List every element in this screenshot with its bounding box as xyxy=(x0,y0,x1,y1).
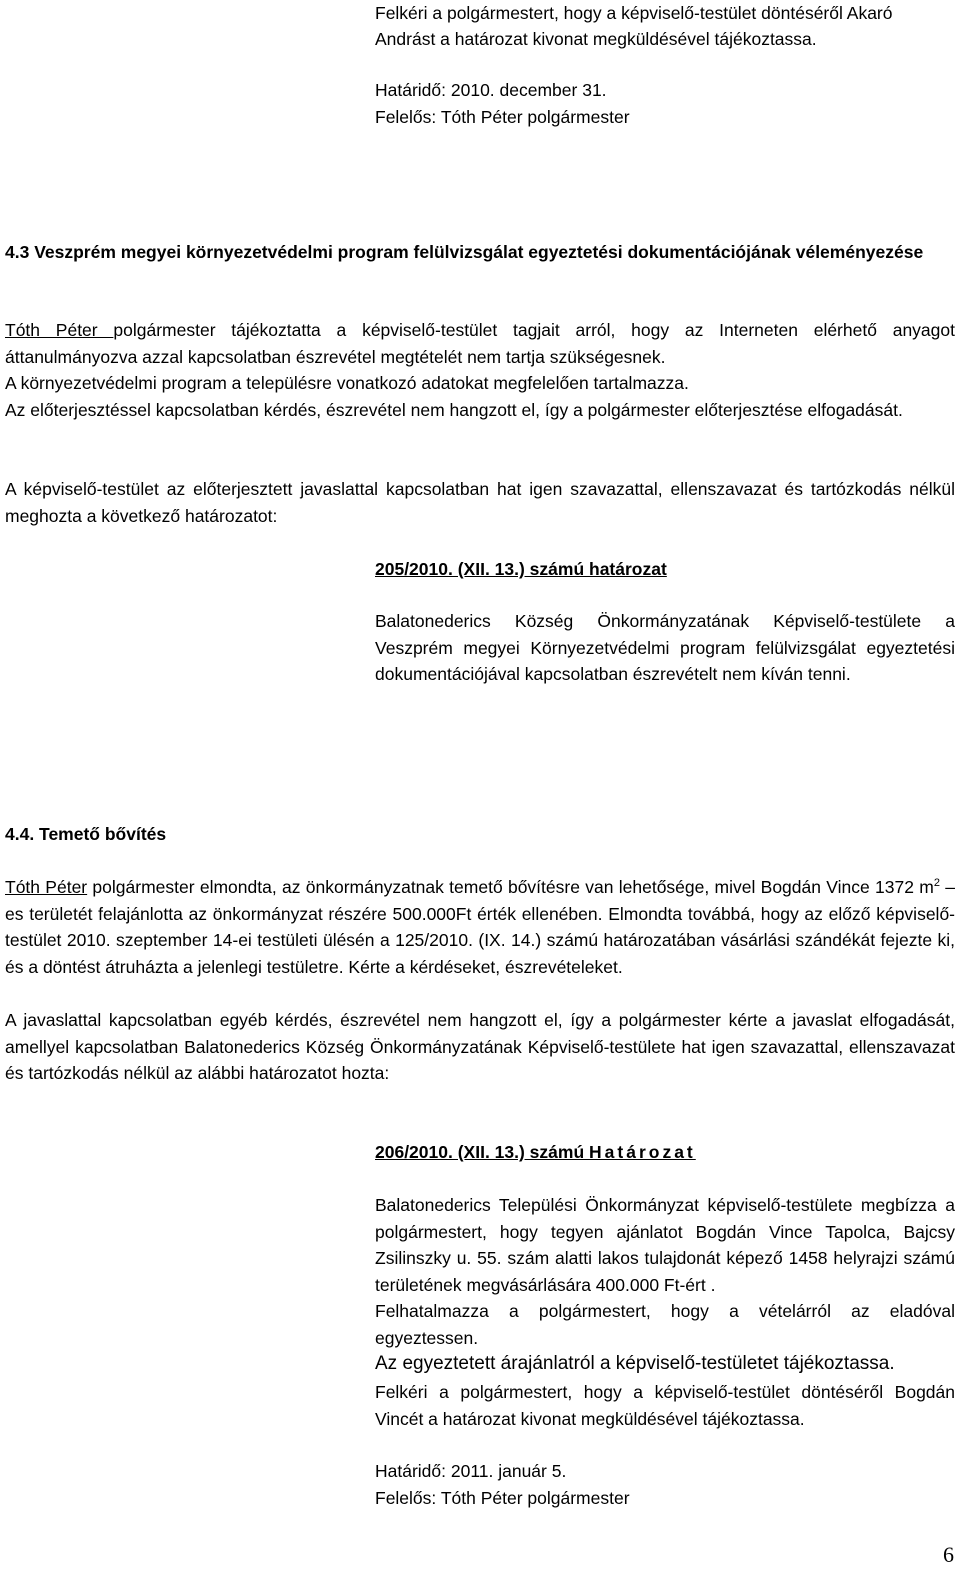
resolution-206-number: 206/2010. (XII. 13.) számú xyxy=(375,1142,590,1162)
top-responsible: Felelős: Tóth Péter polgármester xyxy=(375,107,630,127)
resolution-206-text-1: Balatonederics Települési Önkormányzat képviselő-testülete megbízza a polgármestert, hogy tegyen ajánlatot Bogdán Vince Tapolca, Bajcsy Zsilinszky u. 55. szám alatti lakos tulajdonát képező 1458 helyrajzi számú területének megvásárlására 400.000 Ft-ért . xyxy=(375,1195,955,1295)
resolution-206-text-2: Felhatalmazza a polgármestert, hogy a vételárról az eladóval egyeztessen. xyxy=(375,1301,955,1348)
section-4-4-heading: 4.4. Temető bővítés xyxy=(5,824,167,844)
mayor-name: Tóth Péter xyxy=(5,320,114,340)
section-4-3-paragraph-3: Az előterjesztéssel kapcsolatban kérdés, észrevétel nem hangzott el, így a polgármester előterjesztése elfogadását. xyxy=(5,400,903,420)
section-4-4-responsible: Felelős: Tóth Péter polgármester xyxy=(375,1488,630,1508)
section-4-4-deadline: Határidő: 2011. január 5. xyxy=(375,1461,567,1481)
paragraph-text: –es területét felajánlotta az önkormányzat részére 500.000Ft érték ellenében. Elmondta továbbá, hogy az előző képviselő-testület 2010. szeptember 14-ei testületi ülésén a 125/2010. (IX. 14.) számú határozatában vásárlási szándékát fejezte ki, és a döntést átruházta a jelenlegi testületre. Kérte a kérdéseket, észrevételeket. xyxy=(5,877,955,977)
superscript-2: 2 xyxy=(933,877,940,890)
paragraph-text: polgármester elmondta, az önkormányzatnak temető bővítésre van lehetősége, mivel Bogdán Vince 1372 m xyxy=(87,877,934,897)
page-number: 6 xyxy=(943,1542,954,1567)
section-4-4-paragraph-2: A javaslattal kapcsolatban egyéb kérdés, észrevétel nem hangzott el, így a polgármester kérte a javaslat elfogadását, amellyel kapcsolatban Balatonederics Község Önkormányzatának Képviselő-testülete hat igen szavazattal, ellenszavazat és tartózkodás nélkül az alábbi határozatot hozta: xyxy=(5,1010,955,1083)
mayor-name: Tóth Péter xyxy=(5,877,88,897)
resolution-206-title xyxy=(375,1139,696,1166)
section-4-3-paragraph-1 xyxy=(5,317,955,370)
section-4-3-heading: 4.3 Veszprém megyei környezetvédelmi program felülvizsgálat egyeztetési dokumentációjának véleményezése xyxy=(5,242,924,262)
resolution-206-text-4: Felkéri a polgármestert, hogy a képviselő-testület döntéséről Bogdán Vincét a határozat kivonat megküldésével tájékoztassa. xyxy=(375,1382,955,1429)
top-line-2: Andrást a határozat kivonat megküldésével tájékoztassa. xyxy=(375,29,817,49)
top-deadline: Határidő: 2010. december 31. xyxy=(375,80,607,100)
resolution-205-title: 205/2010. (XII. 13.) számú határozat xyxy=(375,559,667,579)
section-4-4-paragraph-1 xyxy=(5,874,955,980)
top-line-1: Felkéri a polgármestert, hogy a képviselő-testület döntéséről Akaró xyxy=(375,3,893,23)
resolution-205-text: Balatonederics Község Önkormányzatának Képviselő-testülete a Veszprém megyei Környezetvédelmi program felülvizsgálat egyeztetési dokumentációjával kapcsolatban észrevételt nem kíván tenni. xyxy=(375,611,955,684)
resolution-206-text-3: Az egyeztetett árajánlatról a képviselő-testületet tájékoztassa. xyxy=(375,1353,895,1374)
section-4-3-paragraph-4: A képviselő-testület az előterjesztett javaslattal kapcsolatban hat igen szavazattal, ellenszavazat és tartózkodás nélkül meghozta a következő határozatot: xyxy=(5,479,955,526)
paragraph-text: polgármester tájékoztatta a képviselő-testület tagjait arról, hogy az Interneten elérhető anyagot áttanulmányozva azzal kapcsolatban észrevétel megtételét nem tartja szükségesnek. xyxy=(5,320,955,367)
section-4-3-paragraph-2: A környezetvédelmi program a településre vonatkozó adatokat megfelelően tartalmazza. xyxy=(5,373,689,393)
resolution-206-word: Határozat xyxy=(589,1142,696,1162)
